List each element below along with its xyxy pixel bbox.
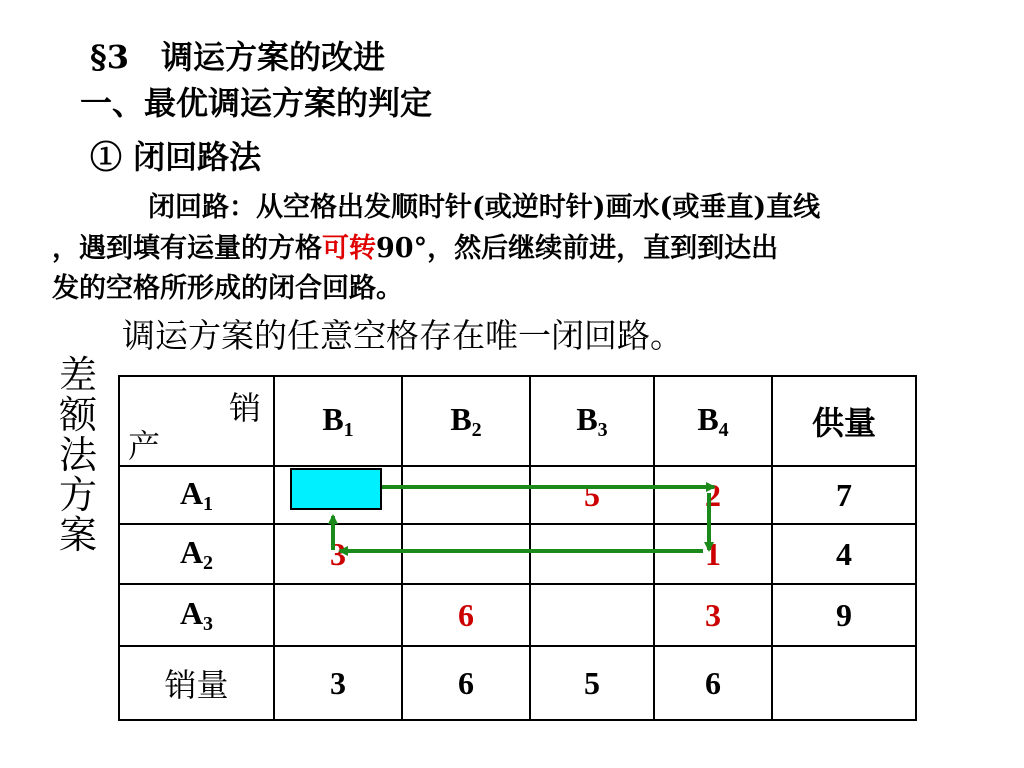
col-header-b3: $B_3$ bbox=[530, 376, 654, 466]
subscript-index: 3 bbox=[597, 418, 608, 441]
subscript-index: 1 bbox=[203, 492, 214, 515]
subscript-index: 3 bbox=[203, 612, 214, 635]
col-header-b1: $B_1$ bbox=[274, 376, 402, 466]
cell-a1-b4: 2 bbox=[654, 466, 772, 524]
col-header-supply: 供量 bbox=[772, 376, 916, 466]
subscript-index: 1 bbox=[343, 418, 354, 441]
row-header-a3: $A_3$ bbox=[119, 584, 274, 646]
method-title: ① 闭回路法 bbox=[90, 138, 262, 176]
subheading: 一、最优调运方案的判定 bbox=[80, 84, 433, 122]
demand-b2: 6 bbox=[402, 646, 530, 720]
statement: 调运方案的任意空格存在唯一闭回路。 bbox=[122, 316, 683, 355]
row-header-a2: $A_2$ bbox=[119, 524, 274, 584]
supply-a1: 7 bbox=[772, 466, 916, 524]
corner-label-production: 产 bbox=[128, 428, 161, 464]
subscript-index: 4 bbox=[718, 418, 729, 441]
section-heading: §3 调运方案的改进 bbox=[90, 38, 386, 76]
definition-line-1: 闭回路：从空格出发顺时针(或逆时针)画水(或垂直)直线 bbox=[148, 192, 821, 223]
corner-label-sales: 销 bbox=[228, 390, 261, 426]
demand-b1: 3 bbox=[274, 646, 402, 720]
definition-line-2-b: 90°，然后继续前进，直到到达出 bbox=[376, 233, 779, 264]
definition-highlight: 可转 bbox=[322, 233, 376, 264]
subscript-index: 2 bbox=[471, 418, 482, 441]
row-header-a1: $A_1$ bbox=[119, 466, 274, 524]
col-header-b4: $B_4$ bbox=[654, 376, 772, 466]
supply-a3: 9 bbox=[772, 584, 916, 646]
cell-a2-b4: 1 bbox=[654, 524, 772, 584]
cell-a1-b3: 5 bbox=[530, 466, 654, 524]
demand-b4: 6 bbox=[654, 646, 772, 720]
demand-b3: 5 bbox=[530, 646, 654, 720]
subscript-index: 2 bbox=[203, 551, 214, 574]
cell-a3-b4: 3 bbox=[654, 584, 772, 646]
demand-label: 销量 bbox=[119, 646, 274, 720]
side-label: 差额法方案 bbox=[58, 353, 97, 557]
cell-a3-b2: 6 bbox=[402, 584, 530, 646]
col-header-b2: $B_2$ bbox=[402, 376, 530, 466]
definition-line-3: 发的空格所形成的闭合回路。 bbox=[52, 273, 403, 304]
cell-a2-b1: 3 bbox=[274, 524, 402, 584]
supply-a2: 4 bbox=[772, 524, 916, 584]
definition-line-2-a: ，遇到填有运量的方格 bbox=[52, 233, 322, 264]
